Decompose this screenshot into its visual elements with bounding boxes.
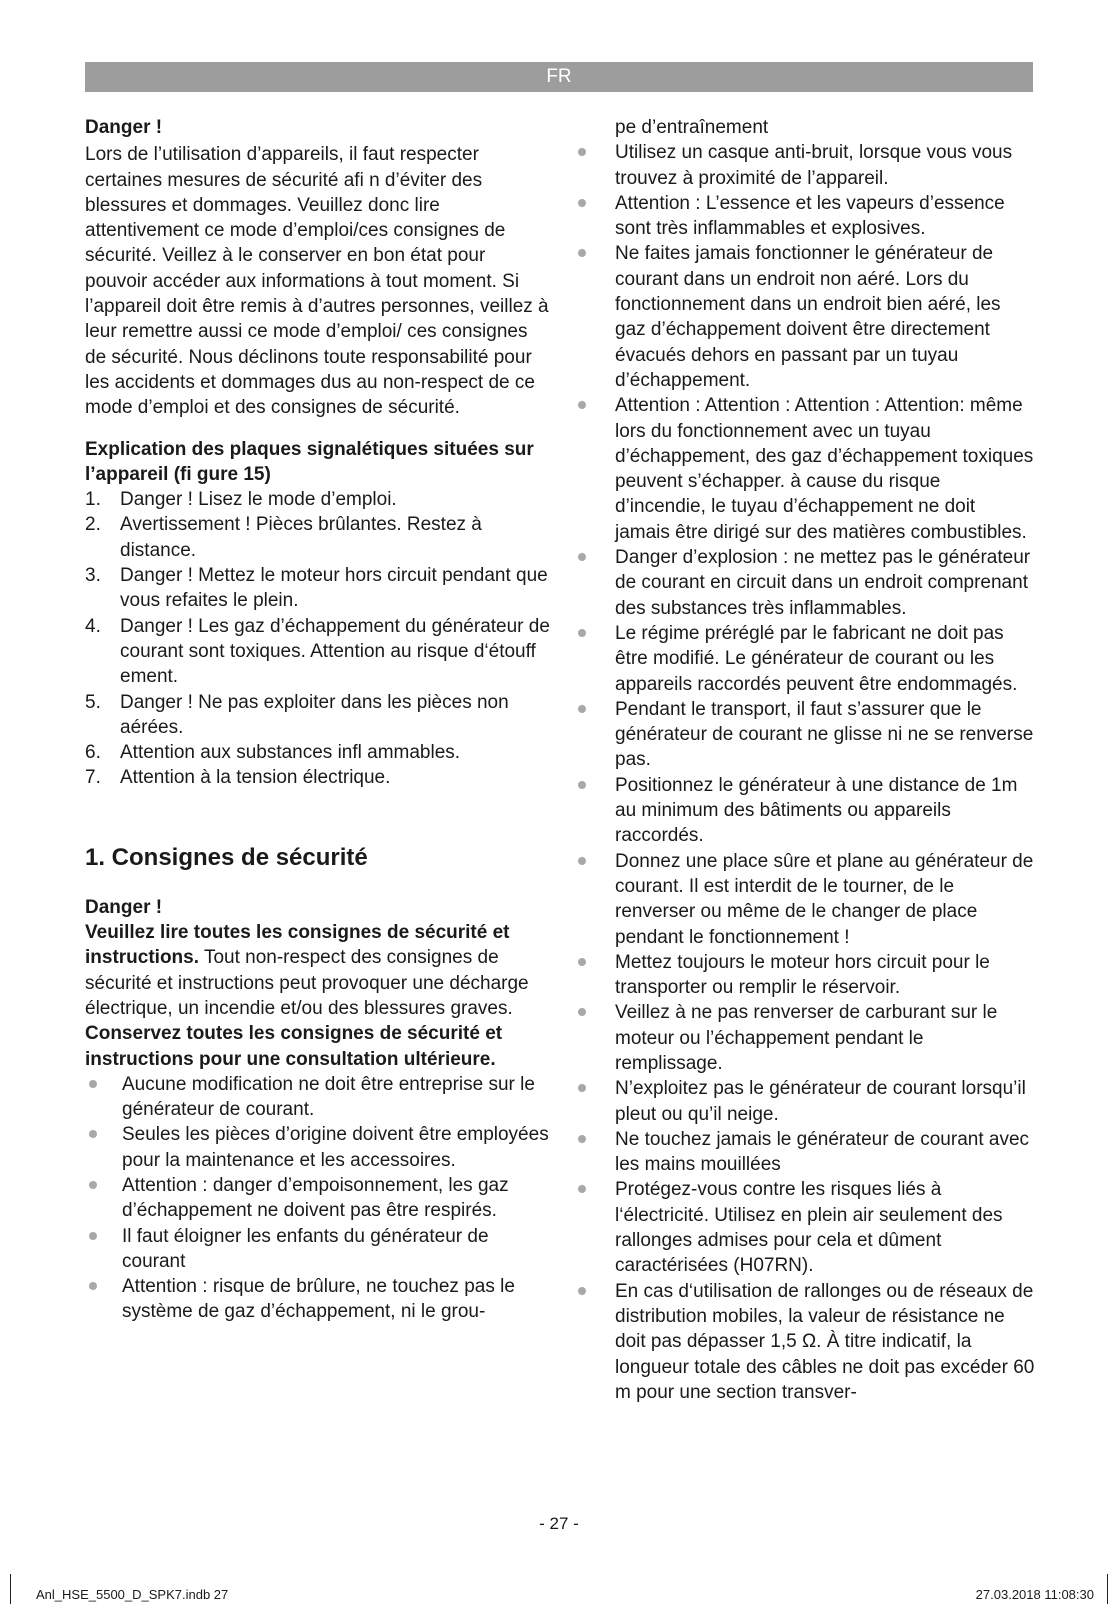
bullet-item: Danger d’explosion : ne mettez pas le générateur de courant en circuit dans un endroit comprenant des substances très inflammables. (615, 545, 1035, 621)
bullet-item: En cas d‘utilisation de rallonges ou de réseaux de distribution mobiles, la valeur de résistance ne doit pas dépasser 1,5 Ω. À titre indicatif, la longueur totale des câbles ne doit pas excéder 60 m pour une section transver- (615, 1279, 1035, 1405)
plate-text: Danger ! Ne pas exploiter dans les pièces non aérées. (120, 691, 509, 738)
bullet-item: Pendant le transport, il faut s’assurer que le générateur de courant ne glisse ni ne se renverse pas. (615, 697, 1035, 773)
bullet-item: Il faut éloigner les enfants du générateur de courant (85, 1224, 550, 1275)
plate-text: Attention aux substances infl ammables. (120, 742, 461, 764)
plates-title: Explication des plaques signalétiques situées sur l’appareil (fi gure 15) (85, 438, 534, 485)
plates-list-item (85, 740, 550, 765)
page-number: - 27 - (539, 1514, 579, 1533)
right-column (615, 115, 1035, 1405)
plate-text: Danger ! Lisez le mode d’emploi. (120, 489, 397, 511)
read-instructions-text: Tout non-respect des consignes de sécurité et instructions peut provoquer une décharge électrique, un incendie et/ou des blessures graves. (85, 947, 529, 1019)
plates-list-item (85, 690, 550, 741)
crop-mark-right (1107, 1574, 1108, 1604)
plates-list-item (85, 512, 550, 563)
bullet-item: Aucune modification ne doit être entreprise sur le générateur de courant. (85, 1072, 550, 1123)
read-instructions-bold: Veuillez lire toutes les consignes de sécurité et instructions. (85, 922, 510, 969)
bullet-item: N’exploitez pas le générateur de courant lorsqu’il pleut ou qu’il neige. (615, 1076, 1035, 1127)
danger-title: Danger ! (85, 117, 163, 138)
intro-paragraph: Lors de l’utilisation d’appareils, il faut respecter certaines mesures de sécurité afi n d’éviter des blessures et dommages. Veuillez donc lire attentivement ce mode d’emploi/ces consignes de sécurité. Veillez à le conserver en bon état pour pouvoir accéder aux informations à tout moment. Si l’appareil doit être remis à d’autres personnes, veillez à leur remettre aussi ce mode d’emploi/ ces consignes de sécurité. Nous déclinons toute responsabilité pour les accidents et dommages dus au non-respect de ce mode d’emploi et des consignes de sécurité. (85, 144, 549, 419)
bullet-item: Attention : L’essence et les vapeurs d’essence sont très inflammables et explosives. (615, 191, 1035, 242)
plates-list-item (85, 487, 550, 512)
bullet-item: Attention : Attention : Attention : Attention: même lors du fonctionnement avec un tuyau d’échappement, des gaz d’échappement toxiques peuvent s’échapper. à cause du risque d’incendie, le tuyau d’échappement ne doit jamais être dirigé sur des matières combustibles. (615, 393, 1035, 545)
plate-number: 3. (85, 565, 101, 587)
continuation-text: pe d’entraînement (615, 117, 769, 138)
language-label: FR (546, 66, 572, 87)
danger-subtitle: Danger ! (85, 896, 163, 918)
bullet-item: Attention : risque de brûlure, ne touchez pas le système de gaz d’échappement, ni le grou- (85, 1274, 550, 1325)
bullet-item: Attention : danger d’empoisonnement, les gaz d’échappement ne doivent pas être respirés. (85, 1173, 550, 1224)
bullet-item: Donnez une place sûre et plane au générateur de courant. Il est interdit de le tourner, de le renverser ou même de le changer de place pendant le fonctionnement ! (615, 849, 1035, 950)
bullet-item: Mettez toujours le moteur hors circuit pour le transporter ou remplir le réservoir. (615, 950, 1035, 1001)
bullet-item: Protégez-vous contre les risques liés à l‘électricité. Utilisez en plein air seulement des rallonges admises pour cela et dûment caractérisées (H07RN). (615, 1177, 1035, 1278)
left-column (85, 115, 550, 1325)
plate-text: Danger ! Mettez le moteur hors circuit pendant que vous refaites le plein. (120, 565, 548, 612)
plate-text: Attention à la tension électrique. (120, 767, 391, 789)
plates-list-item (85, 765, 550, 790)
language-header-bar (85, 62, 1033, 92)
plates-list (85, 487, 550, 791)
crop-mark-left (10, 1574, 11, 1604)
left-bullet-list (85, 1072, 550, 1325)
plate-text: Avertissement ! Pièces brûlantes. Restez à distance. (120, 514, 482, 561)
bullet-item: Utilisez un casque anti-bruit, lorsque vous vous trouvez à proximité de l’appareil. (615, 140, 1035, 191)
footer-file-name: Anl_HSE_5500_D_SPK7.indb 27 (36, 1587, 229, 1602)
plate-number: 6. (85, 742, 101, 764)
bullet-item: Positionnez le générateur à une distance de 1m au minimum des bâtiments ou appareils raccordés. (615, 773, 1035, 849)
plate-number: 7. (85, 767, 101, 789)
plate-number: 4. (85, 615, 101, 637)
bullet-item: Ne faites jamais fonctionner le générateur de courant dans un endroit non aéré. Lors du fonctionnement dans un endroit bien aéré, les gaz d’échappement doivent être directement évacués dehors en passant par un tuyau d’échappement. (615, 241, 1035, 393)
plates-list-item (85, 563, 550, 614)
plate-number: 5. (85, 691, 101, 713)
plate-text: Danger ! Les gaz d’échappement du générateur de courant sont toxiques. Attention au risque d‘étouff ement. (120, 615, 550, 688)
read-instructions-paragraph (85, 920, 550, 1021)
plate-number: 2. (85, 514, 101, 536)
bullet-item: Seules les pièces d’origine doivent être employées pour la maintenance et les accessoires. (85, 1122, 550, 1173)
bullet-item: Le régime préréglé par le fabricant ne doit pas être modifié. Le générateur de courant ou les appareils raccordés peuvent être endommagés. (615, 621, 1035, 697)
plate-number: 1. (85, 489, 101, 511)
plates-list-item (85, 614, 550, 690)
right-bullet-list (615, 140, 1035, 1405)
section-heading: 1. Consignes de sécurité (85, 843, 368, 871)
bullet-item: Ne touchez jamais le générateur de courant avec les mains mouillées (615, 1127, 1035, 1178)
footer-datetime: 27.03.2018 11:08:30 (975, 1587, 1094, 1602)
keep-instructions-bold: Conservez toutes les consignes de sécurité et instructions pour une consultation ultérieure. (85, 1023, 503, 1070)
bullet-item: Veillez à ne pas renverser de carburant sur le moteur ou l’échappement pendant le remplissage. (615, 1000, 1035, 1076)
